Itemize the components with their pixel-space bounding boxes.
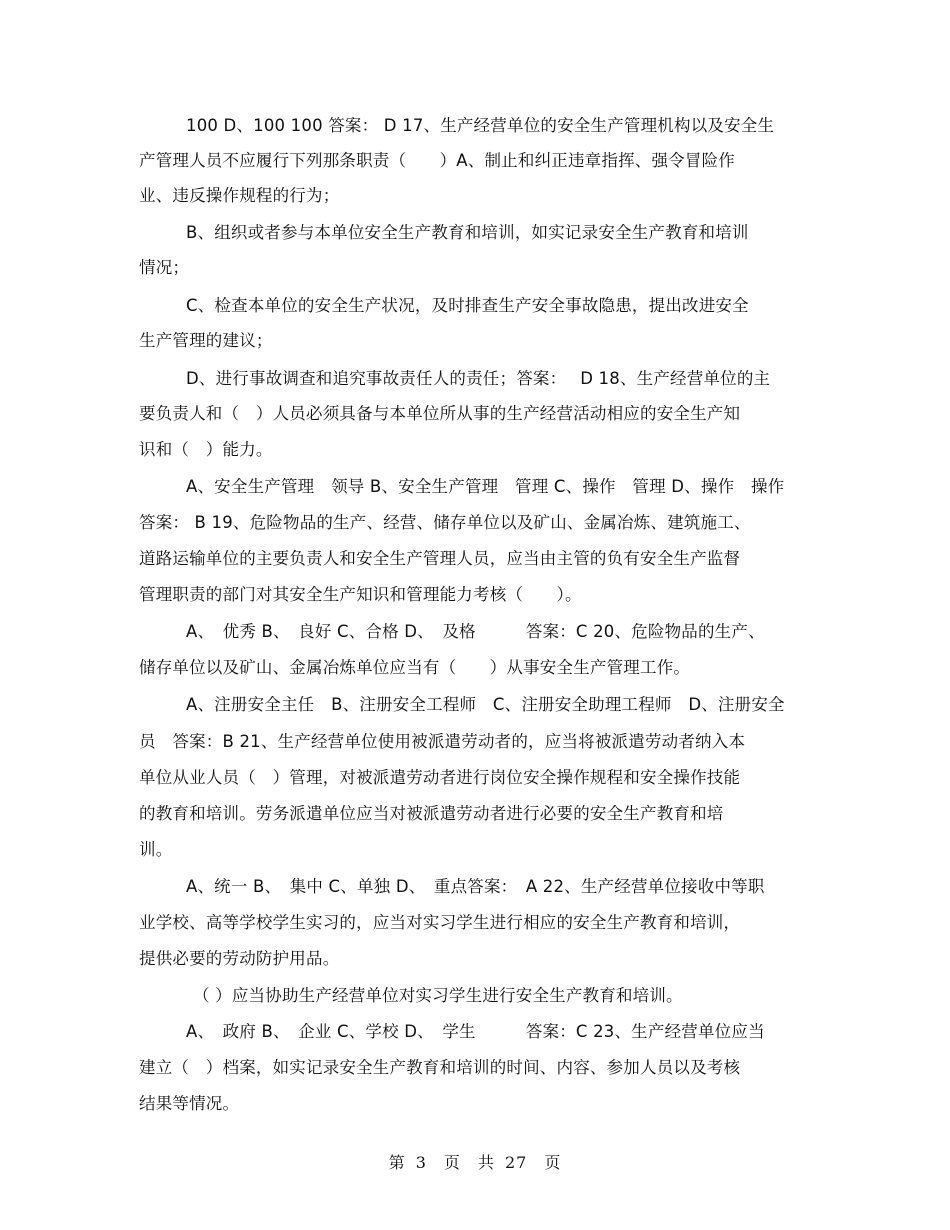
text-line: 提供必要的劳动防护用品。: [139, 949, 340, 968]
text-line: 100 D、100 100 答案： D 17、生产经营单位的安全生产管理机构以及安全生: [186, 116, 775, 135]
text-line: 管理职责的部门对其安全生产知识和管理能力考核（ ）。: [139, 585, 582, 604]
text-line: A、安全生产管理 领导 B、安全生产管理 管理 C、操作 管理 D、操作 操作: [186, 477, 785, 496]
text-line: 员 答案：B 21、生产经营单位使用被派遣劳动者的，应当将被派遣劳动者纳入本: [139, 732, 746, 751]
text-line: 要负责人和（ ）人员必须具备与本单位所从事的生产经营活动相应的安全生产知: [139, 404, 741, 423]
text-line: A、注册安全主任 B、注册安全工程师 C、注册安全助理工程师 D、注册安全: [186, 695, 785, 714]
text-line: 答案： B 19、危险物品的生产、经营、储存单位以及矿山、金属冶炼、建筑施工、: [139, 513, 751, 532]
text-line: 建立（ ）档案，如实记录安全生产教育和培训的时间、内容、参加人员以及考核: [139, 1058, 741, 1077]
text-line: 产管理人员不应履行下列那条职责（ ）A、制止和纠正违章指挥、强令冒险作: [139, 151, 735, 170]
text-line: 单位从业人员（ ）管理，对被派遣劳动者进行岗位安全操作规程和安全操作技能: [139, 768, 741, 787]
text-line: 道路运输单位的主要负责人和安全生产管理人员，应当由主管的负有安全生产监督: [139, 549, 741, 568]
text-line: 情况；: [139, 258, 190, 277]
text-line: 生产管理的建议；: [139, 331, 273, 350]
text-line: B、组织或者参与本单位安全生产教育和培训，如实记录安全生产教育和培训: [186, 223, 749, 242]
text-line: 结果等情况。: [139, 1094, 240, 1113]
text-line: A、统一 B、 集中 C、单独 D、 重点答案： A 22、生产经营单位接收中等职: [186, 877, 765, 896]
text-line: 业、违反操作规程的行为；: [139, 186, 340, 205]
text-line: A、 政府 B、 企业 C、学校 D、 学生 答案：C 23、生产经营单位应当: [186, 1022, 765, 1041]
text-line: 的教育和培训。劳务派遣单位应当对被派遣劳动者进行必要的安全生产教育和培: [139, 804, 724, 823]
text-line: C、检查本单位的安全生产状况，及时排查生产安全事故隐患，提出改进安全: [186, 296, 749, 315]
text-line: 储存单位以及矿山、金属冶炼单位应当有（ ）从事安全生产管理工作。: [139, 658, 691, 677]
text-line: D、进行事故调查和追究事故责任人的责任；答案： D 18、生产经营单位的主: [186, 369, 771, 388]
page-number-footer: 第 3 页 共 27 页: [388, 1153, 562, 1172]
text-line: （ ）应当协助生产经营单位对实习学生进行安全生产教育和培训。: [193, 986, 683, 1005]
text-line: 识和（ ）能力。: [139, 440, 273, 459]
text-line: A、 优秀 B、 良好 C、合格 D、 及格 答案：C 20、危险物品的生产、: [186, 622, 765, 641]
text-line: 业学校、高等学校学生实习的，应当对实习学生进行相应的安全生产教育和培训，: [139, 913, 741, 932]
text-line: 训。: [139, 840, 173, 859]
